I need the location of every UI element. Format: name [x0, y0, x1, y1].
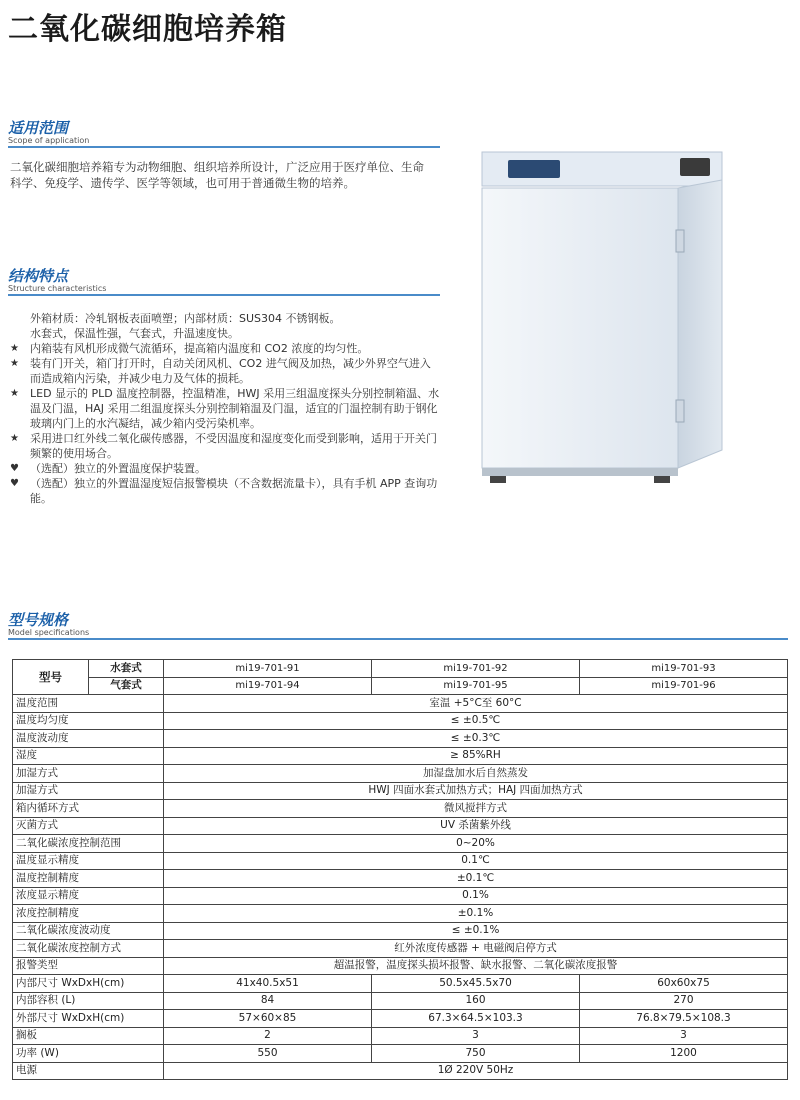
feature-item [10, 431, 440, 461]
spec-label: 外部尺寸 WxDxH(cm) [13, 1010, 164, 1028]
hinge-top [676, 230, 684, 252]
spec-label: 灭菌方式 [13, 817, 164, 835]
section-rule [8, 146, 440, 148]
feature-text: （选配）独立的外置温度保护装置。 [30, 462, 206, 475]
star-icon: ★ [10, 433, 19, 444]
star-icon: ★ [10, 388, 19, 399]
feature-text: （选配）独立的外置温湿度短信报警模块（不含数据流量卡），具有手机 APP 查询功能。 [30, 477, 438, 505]
table-row [13, 922, 788, 940]
spec-value: 270 [580, 992, 788, 1010]
feature-item [10, 356, 440, 386]
spec-value: ±0.1℃ [164, 870, 788, 888]
section-heading: 适用范围 [8, 119, 69, 137]
feature-item [10, 476, 440, 506]
spec-value: ≤ ±0.1% [164, 922, 788, 940]
spec-label: 二氧化碳浓度波动度 [13, 922, 164, 940]
spec-label: 温度控制精度 [13, 870, 164, 888]
feature-item [10, 311, 440, 326]
spec-label: 电源 [13, 1062, 164, 1080]
table-row [13, 887, 788, 905]
model-number: mi19-701-92 [372, 660, 580, 678]
spec-value: 84 [164, 992, 372, 1010]
spec-value: 加湿盘加水后自然蒸发 [164, 765, 788, 783]
water-jacket-label: 水套式 [89, 660, 164, 678]
section-rule [8, 294, 440, 296]
table-row [13, 695, 788, 713]
section-rule [8, 638, 788, 640]
foot [654, 476, 670, 483]
table-row [13, 992, 788, 1010]
spec-label: 内部尺寸 WxDxH(cm) [13, 975, 164, 993]
feature-text: 内箱装有风机形成微气流循环，提高箱内温度和 CO2 浓度的均匀性。 [30, 342, 369, 355]
door [482, 188, 678, 468]
table-row [13, 835, 788, 853]
feature-item [10, 386, 440, 431]
incubator-image [480, 150, 740, 485]
cabinet-side [678, 180, 722, 468]
table-row [13, 940, 788, 958]
model-number: mi19-701-93 [580, 660, 788, 678]
spec-label: 内部容积 (L) [13, 992, 164, 1010]
model-number: mi19-701-95 [372, 677, 580, 695]
heart-icon: ♥ [10, 478, 19, 489]
table-row [13, 747, 788, 765]
section-subheading: Structure characteristics [8, 284, 107, 293]
spec-value: 微风搅拌方式 [164, 800, 788, 818]
spec-label: 箱内循环方式 [13, 800, 164, 818]
section-structure-header [8, 268, 440, 296]
feature-list [10, 311, 440, 506]
section-scope-header [8, 120, 440, 148]
section-models-header [8, 612, 788, 640]
scope-paragraph: 二氧化碳细胞培养箱专为动物细胞、组织培养所设计，广泛应用于医疗单位、生命科学、免疫学、遗传学、医学等领域，也可用于普通微生物的培养。 [10, 160, 424, 190]
table-row [13, 730, 788, 748]
table-row [13, 852, 788, 870]
spec-value: 红外浓度传感器 + 电磁阀启停方式 [164, 940, 788, 958]
table-row [13, 800, 788, 818]
spec-value: HWJ 四面水套式加热方式；HAJ 四面加热方式 [164, 782, 788, 800]
spec-label: 湿度 [13, 747, 164, 765]
spec-label: 二氧化碳浓度控制范围 [13, 835, 164, 853]
feature-text: LED 显示的 PLD 温度控制器，控温精准，HWJ 采用三组温度探头分别控制箱温、水温及门温，HAJ 采用二组温度探头分别控制箱温及门温，适宜的门温控制有助于钢化玻璃内门上的水汽凝结，减少箱内受污染机率。 [30, 387, 440, 430]
table-row [13, 870, 788, 888]
star-icon: ★ [10, 358, 19, 369]
table-row [13, 765, 788, 783]
spec-label: 温度范围 [13, 695, 164, 713]
spec-value: UV 杀菌紫外线 [164, 817, 788, 835]
feature-text: 采用进口红外线二氧化碳传感器，不受因温度和湿度变化而受到影响，适用于开关门频繁的使用场合。 [30, 432, 437, 460]
table-row [13, 712, 788, 730]
spec-value: 0.1℃ [164, 852, 788, 870]
table-row [13, 1062, 788, 1080]
section-heading: 型号规格 [8, 611, 69, 629]
table-row [13, 660, 788, 678]
heart-icon: ♥ [10, 463, 19, 474]
spec-label: 浓度显示精度 [13, 887, 164, 905]
hinge-bottom [676, 400, 684, 422]
spec-value: ≤ ±0.3℃ [164, 730, 788, 748]
spec-value: 50.5x45.5x70 [372, 975, 580, 993]
spec-label: 温度显示精度 [13, 852, 164, 870]
table-row [13, 1045, 788, 1063]
spec-value: 57×60×85 [164, 1010, 372, 1028]
bullet-spacer [10, 326, 30, 341]
spec-value: 60x60x75 [580, 975, 788, 993]
table-row [13, 782, 788, 800]
feature-text: 外箱材质：冷轧钢板表面喷塑；内部材质：SUS304 不锈钢板。 [30, 312, 341, 325]
table-row [13, 1010, 788, 1028]
spec-value: 550 [164, 1045, 372, 1063]
spec-value: ≤ ±0.5℃ [164, 712, 788, 730]
model-number: mi19-701-96 [580, 677, 788, 695]
spec-label: 二氧化碳浓度控制方式 [13, 940, 164, 958]
spec-label: 浓度控制精度 [13, 905, 164, 923]
table-row [13, 1027, 788, 1045]
cabinet-base [482, 468, 678, 476]
feature-text: 装有门开关，箱门打开时，自动关闭风机、CO2 进气阀及加热，减少外界空气进入而造成箱内污染，并减少电力及气体的损耗。 [30, 357, 431, 385]
model-number: mi19-701-94 [164, 677, 372, 695]
spec-label: 报警类型 [13, 957, 164, 975]
feature-item [10, 326, 440, 341]
spec-value: 2 [164, 1027, 372, 1045]
spec-label: 加湿方式 [13, 782, 164, 800]
table-row [13, 817, 788, 835]
table-row [13, 905, 788, 923]
spec-value: 750 [372, 1045, 580, 1063]
foot [490, 476, 506, 483]
spec-label: 温度波动度 [13, 730, 164, 748]
bullet-spacer [10, 311, 30, 326]
spec-value: 41x40.5x51 [164, 975, 372, 993]
spec-value: 3 [580, 1027, 788, 1045]
feature-text: 水套式，保温性强，气套式，升温速度快。 [30, 327, 239, 340]
spec-label: 温度均匀度 [13, 712, 164, 730]
spec-value: 室温 +5°C至 60°C [164, 695, 788, 713]
table-row [13, 975, 788, 993]
spec-value: 67.3×64.5×103.3 [372, 1010, 580, 1028]
spec-table [12, 659, 788, 1080]
section-heading: 结构特点 [8, 267, 69, 285]
spec-value: ±0.1% [164, 905, 788, 923]
spec-value: 超温报警，温度探头损坏报警、缺水报警、二氧化碳浓度报警 [164, 957, 788, 975]
star-icon: ★ [10, 343, 19, 354]
spec-label: 搁板 [13, 1027, 164, 1045]
feature-item [10, 461, 440, 476]
spec-value: 160 [372, 992, 580, 1010]
spec-value: ≥ 85%RH [164, 747, 788, 765]
spec-value: 76.8×79.5×108.3 [580, 1010, 788, 1028]
spec-value: 3 [372, 1027, 580, 1045]
feature-item [10, 341, 440, 356]
spec-label: 功率 (W) [13, 1045, 164, 1063]
power-switch [680, 158, 710, 176]
spec-label: 加湿方式 [13, 765, 164, 783]
spec-value: 1200 [580, 1045, 788, 1063]
section-subheading: Model specifications [8, 628, 90, 637]
page-title: 二氧化碳细胞培养箱 [8, 12, 287, 47]
spec-value: 0~20% [164, 835, 788, 853]
air-jacket-label: 气套式 [89, 677, 164, 695]
table-row [13, 677, 788, 695]
display-screen [508, 160, 560, 178]
model-number: mi19-701-91 [164, 660, 372, 678]
model-label: 型号 [13, 660, 89, 695]
spec-value: 0.1% [164, 887, 788, 905]
spec-value: 1Ø 220V 50Hz [164, 1062, 788, 1080]
section-subheading: Scope of application [8, 136, 90, 145]
table-row [13, 957, 788, 975]
